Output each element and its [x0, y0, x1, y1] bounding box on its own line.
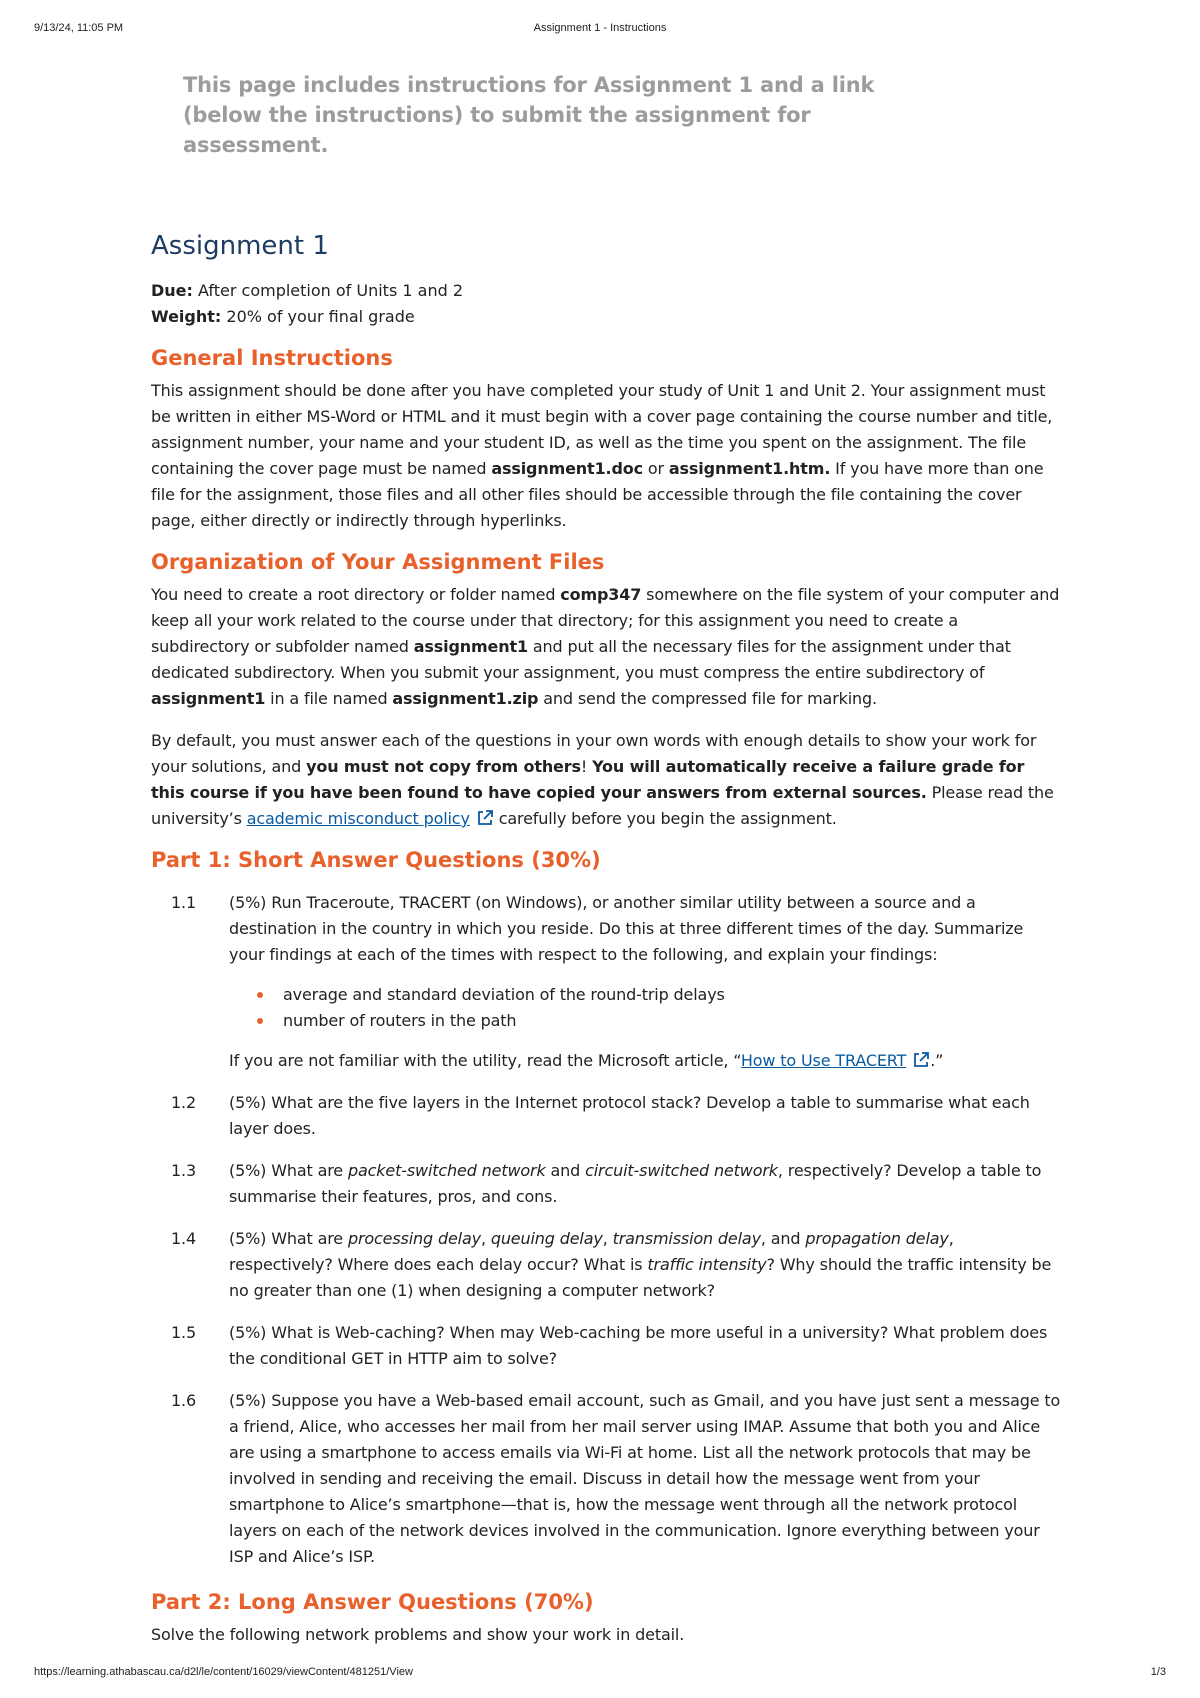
question-number: 1.5	[171, 1323, 196, 1342]
folder-name-assignment1-2: assignment1	[151, 689, 266, 708]
tracert-note: If you are not familiar with the utility, read the Microsoft article, “How to Use TRACERT .”	[229, 1051, 944, 1070]
due-label: Due:	[151, 281, 193, 300]
part1-heading: Part 1: Short Answer Questions (30%)	[151, 848, 601, 872]
question-number: 1.1	[171, 893, 196, 912]
print-footer	[0, 1666, 1200, 1682]
question-text: (5%) What are the five layers in the Internet protocol stack? Develop a table to summarise what each layer does.	[229, 1093, 1030, 1138]
weight-value: 20% of your final grade	[221, 307, 415, 326]
question-text: (5%) Suppose you have a Web-based email account, such as Gmail, and you have just sent a message to a friend, Alice, who accesses her mail from her mail server using IMAP. Assume that both you and Alice are using a smartphone to access emails via Wi-Fi at home. List all the network protocols that may be involved in sending and receiving the email. Discuss in detail how the message went from your smartphone to Alice’s smartphone—that is, how the message went through all the network protocol layers on each of the network devices involved in the communication. Ignore everything between your ISP and Alice’s ISP.	[229, 1391, 1061, 1566]
page-content	[151, 70, 1061, 1648]
list-item: number of routers in the path	[253, 1008, 1061, 1034]
question-number: 1.6	[171, 1391, 196, 1410]
academic-misconduct-policy-link[interactable]: academic misconduct policy	[246, 809, 470, 828]
list-item: average and standard deviation of the round-trip delays	[253, 982, 1061, 1008]
question-text: (5%) What are processing delay, queuing delay, transmission delay, and propagation delay, respectively? Where does each delay occur? What is traffic intensity? Why should the traffic intensity be no greater than one (1) when designing a computer network?	[229, 1229, 1052, 1300]
organization-text: You need to create a root directory or folder named comp347 somewhere on the file system of your computer and keep all your work related to the course under that directory; for this assignment you need to create a subdirectory or subfolder named assignment1 and put all the necessary files for the assignment under that dedicated subdirectory. When you submit your assignment, you must compress the entire subdirectory of assignment1 in a file named assignment1.zip and send the compressed file for marking.	[151, 585, 1060, 708]
general-instructions-text: This assignment should be done after you have completed your study of Unit 1 and Unit 2. Your assignment must be written in either MS-Word or HTML and it must begin with a cover page containing the course number and title, assignment number, your name and your student ID, as well as the time you spent on the assignment. The file containing the cover page must be named assignment1.doc or assignment1.htm. If you have more than one file for the assignment, those files and all other files should be accessible through the file containing the cover page, either directly or indirectly through hyperlinks.	[151, 381, 1053, 530]
due-value: After completion of Units 1 and 2	[192, 281, 463, 300]
print-url: https://learning.athabascau.ca/d2l/le/content/16029/viewContent/481251/View	[34, 1666, 413, 1678]
weight-line	[151, 304, 1061, 330]
print-page-title: Assignment 1 - Instructions	[533, 22, 667, 34]
how-to-use-tracert-link[interactable]: How to Use TRACERT	[740, 1051, 907, 1070]
file-name-htm: assignment1.htm.	[668, 459, 831, 478]
bullet-icon	[257, 992, 263, 998]
general-instructions-heading: General Instructions	[151, 346, 393, 370]
page-title: Assignment 1	[151, 231, 329, 261]
print-header	[0, 22, 1200, 38]
intro-callout: This page includes instructions for Assignment 1 and a link (below the instructions) to submit the assignment for assessment.	[183, 73, 875, 157]
weight-label: Weight:	[151, 307, 222, 326]
assignment-meta	[151, 278, 1061, 330]
question-1-6	[151, 1388, 1061, 1570]
question-1-1	[151, 890, 1061, 1074]
question-text: (5%) What is Web-caching? When may Web-caching be more useful in a university? What problem does the conditional GET in HTTP aim to solve?	[229, 1323, 1048, 1368]
print-datetime: 9/13/24, 11:05 PM	[34, 22, 124, 34]
question-number: 1.2	[171, 1093, 196, 1112]
bullet-icon	[257, 1018, 263, 1024]
no-copy-warning: you must not copy from others	[306, 757, 581, 776]
external-link-icon[interactable]	[476, 809, 494, 827]
question-bullets	[229, 982, 1061, 1034]
folder-name-assignment1: assignment1	[413, 637, 528, 656]
integrity-text: By default, you must answer each of the questions in your own words with enough details to show your work for your solutions, and you must not copy from others! You will automatically receive a failure grade for this course if you have been found to have copied your answers from external sources. Please read the university’s academic misconduct policy carefully before you begin the assignment.	[151, 731, 1054, 828]
question-number: 1.4	[171, 1229, 196, 1248]
part2-text: Solve the following network problems and show your work in detail.	[151, 1625, 685, 1644]
print-page-number: 1/3	[1150, 1666, 1166, 1678]
question-1-5	[151, 1320, 1061, 1372]
file-name-doc: assignment1.doc	[491, 459, 643, 478]
organization-heading: Organization of Your Assignment Files	[151, 550, 605, 574]
due-line	[151, 278, 1061, 304]
question-1-2	[151, 1090, 1061, 1142]
part2-heading: Part 2: Long Answer Questions (70%)	[151, 1590, 594, 1614]
failure-grade-warning: You will automatically receive a failure grade for this course if you have been found to have copied your answers from external sources.	[151, 757, 1025, 802]
folder-name-comp347: comp347	[560, 585, 642, 604]
question-text: (5%) What are packet-switched network and circuit-switched network, respectively? Develop a table to summarise their features, pros, and cons.	[229, 1161, 1042, 1206]
question-1-3	[151, 1158, 1061, 1210]
question-1-4	[151, 1226, 1061, 1304]
question-text: (5%) Run Traceroute, TRACERT (on Windows), or another similar utility between a source and a destination in the country in which you reside. Do this at three different times of the day. Summarize your findings at each of the times with respect to the following, and explain your findings:	[229, 893, 1024, 964]
external-link-icon[interactable]	[912, 1051, 930, 1069]
file-name-zip: assignment1.zip	[392, 689, 539, 708]
question-number: 1.3	[171, 1161, 196, 1180]
